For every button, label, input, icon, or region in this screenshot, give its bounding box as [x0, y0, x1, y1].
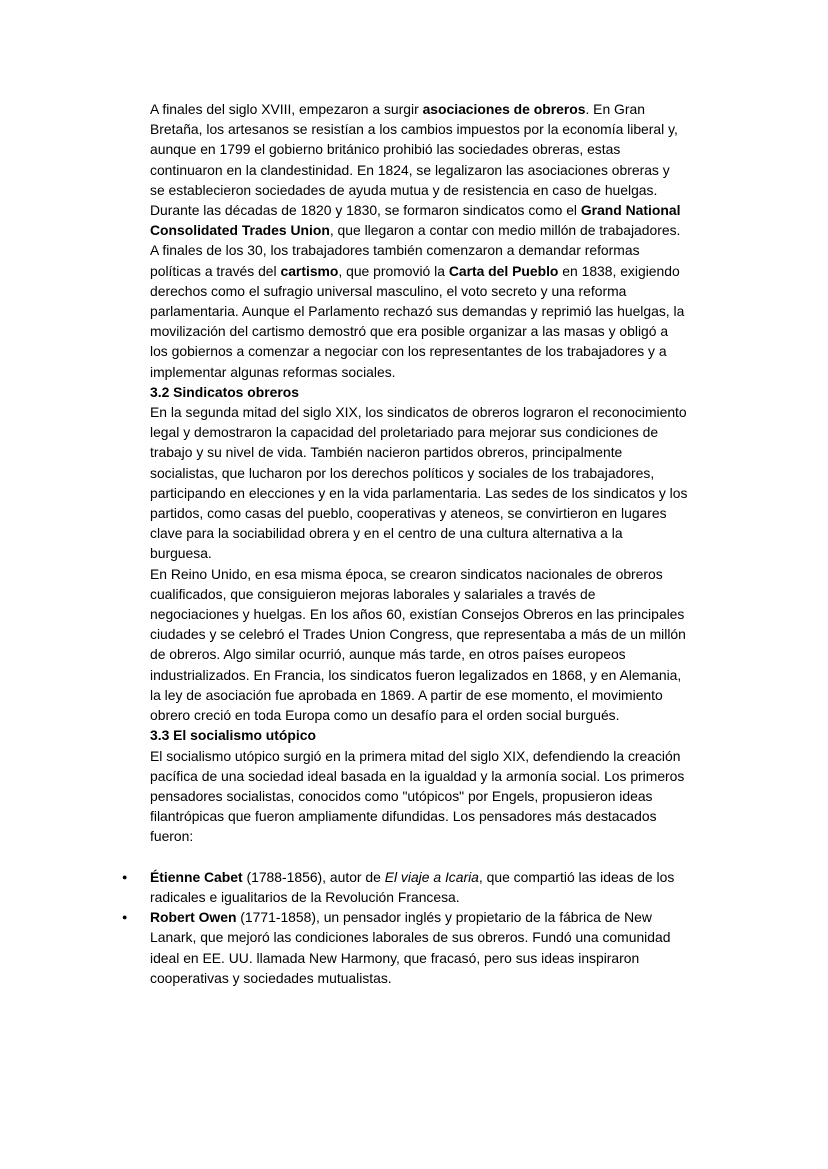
text-segment: En Reino Unido, en esa misma época, se crearon sindicatos nacionales de obreros cualificados, que consiguieron mejoras laborales y salariales a través de negociaciones y huelgas. En los años 60, existían Consejos Obreros en las principales ciudades y se celebró el Trades Union Congress, que representaba a más de un millón de obreros. Algo similar ocurrió, aunque más tarde, en otros países europeos industrializados. En Francia, los sindicatos fueron legalizados en 1868, y en Alemania, la ley de asociación fue aprobada en 1869. A partir de ese momento, el movimiento obrero creció en toda Europa como un desafío para el orden social burgués.: [150, 565, 686, 724]
text-segment: El socialismo utópico surgió en la primera mitad del siglo XIX, defendiendo la creación pacífica de una sociedad ideal basada en la igualdad y la armonía social. Los primeros pensadores socialistas, conocidos como "utópicos" por Engels, propusieron ideas filantrópicas que fueron ampliamente difundidas. Los pensadores más destacados fueron:: [150, 747, 685, 845]
text-segment: (1788-1856), autor de: [242, 868, 385, 885]
paragraph: [150, 746, 688, 847]
section-heading: [150, 382, 688, 402]
text-segment: 3.2 Sindicatos obreros: [150, 383, 299, 400]
paragraph: [150, 564, 688, 726]
bullet-icon: ●: [122, 912, 128, 923]
bullet-list-item: [122, 907, 688, 988]
text-segment: , que compartió las ideas de los radicales e igualitarios de la Revolución Francesa.: [150, 868, 675, 905]
text-segment: En la segunda mitad del siglo XIX, los sindicatos de obreros lograron el reconocimiento legal y demostraron la capacidad del proletariado para mejorar sus condiciones de trabajo y su nivel de vida. También nacieron partidos obreros, principalmente socialistas, que lucharon por los derechos políticos y sociales de los trabajadores, participando en elecciones y en la vida parlamentaria. Las sedes de los sindicatos y los partidos, como casas del pueblo, cooperativas y ateneos, se convirtieron en lugares clave para la sociabilidad obrera y en el centro de una cultura alternativa a la burguesa.: [150, 404, 688, 562]
text-segment: Grand National Consolidated Trades Union: [150, 202, 681, 239]
text-segment: Carta del Pueblo: [448, 262, 559, 279]
bullet-list-item: [122, 867, 688, 907]
text-segment: Étienne Cabet: [150, 868, 243, 885]
text-segment: A finales de los 30, los trabajadores también comenzaron a demandar reformas políticas a través del: [150, 242, 640, 279]
document-content: [122, 99, 688, 988]
text-segment: asociaciones de obreros: [422, 101, 586, 117]
text-segment: , que promovió la: [338, 262, 449, 279]
paragraph: [150, 402, 688, 564]
text-segment: El viaje a Icaria: [384, 868, 479, 885]
text-segment: , que llegaron a contar con medio millón de trabajadores.: [329, 222, 681, 239]
text-segment: cartismo: [280, 262, 339, 279]
section-heading: [150, 725, 688, 745]
text-segment: (1771-1858), un pensador inglés y propietario de la fábrica de New Lanark, que mejoró las condiciones laborales de sus obreros. Fundó una comunidad ideal en EE. UU. llamada New Harmony, que fracasó, pero sus ideas inspiraron cooperativas y sociedades mutualistas.: [150, 909, 671, 986]
paragraph: [150, 240, 688, 381]
bullet-icon: ●: [122, 871, 128, 882]
text-segment: en 1838, exigiendo derechos como el sufragio universal masculino, el voto secreto y una reforma parlamentaria. Aunque el Parlamento rechazó sus demandas y reprimió las huelgas, la movilización del cartismo demostró que era posible organizar a las masas y obligó a los gobiernos a comenzar a negociar con los representantes de los trabajadores y a implementar algunas reformas sociales.: [150, 262, 685, 380]
text-segment: A finales del siglo XVIII, empezaron a surgir: [150, 101, 423, 117]
bullet-list: [122, 867, 688, 988]
text-segment: . En Gran Bretaña, los artesanos se resistían a los cambios impuestos por la economía liberal y, aunque en 1799 el gobierno británico prohibió las sociedades obreras, estas continuaron en la clandestinidad. En 1824, se legalizaron las asociaciones obreras y se establecieron sociedades de ayuda mutua y de resistencia en caso de huelgas. Durante las décadas de 1820 y 1830, se formaron sindicatos como el: [150, 101, 678, 219]
paragraph: [150, 99, 688, 240]
text-segment: 3.3 El socialismo utópico: [150, 727, 316, 744]
text-segment: Robert Owen: [150, 909, 237, 926]
